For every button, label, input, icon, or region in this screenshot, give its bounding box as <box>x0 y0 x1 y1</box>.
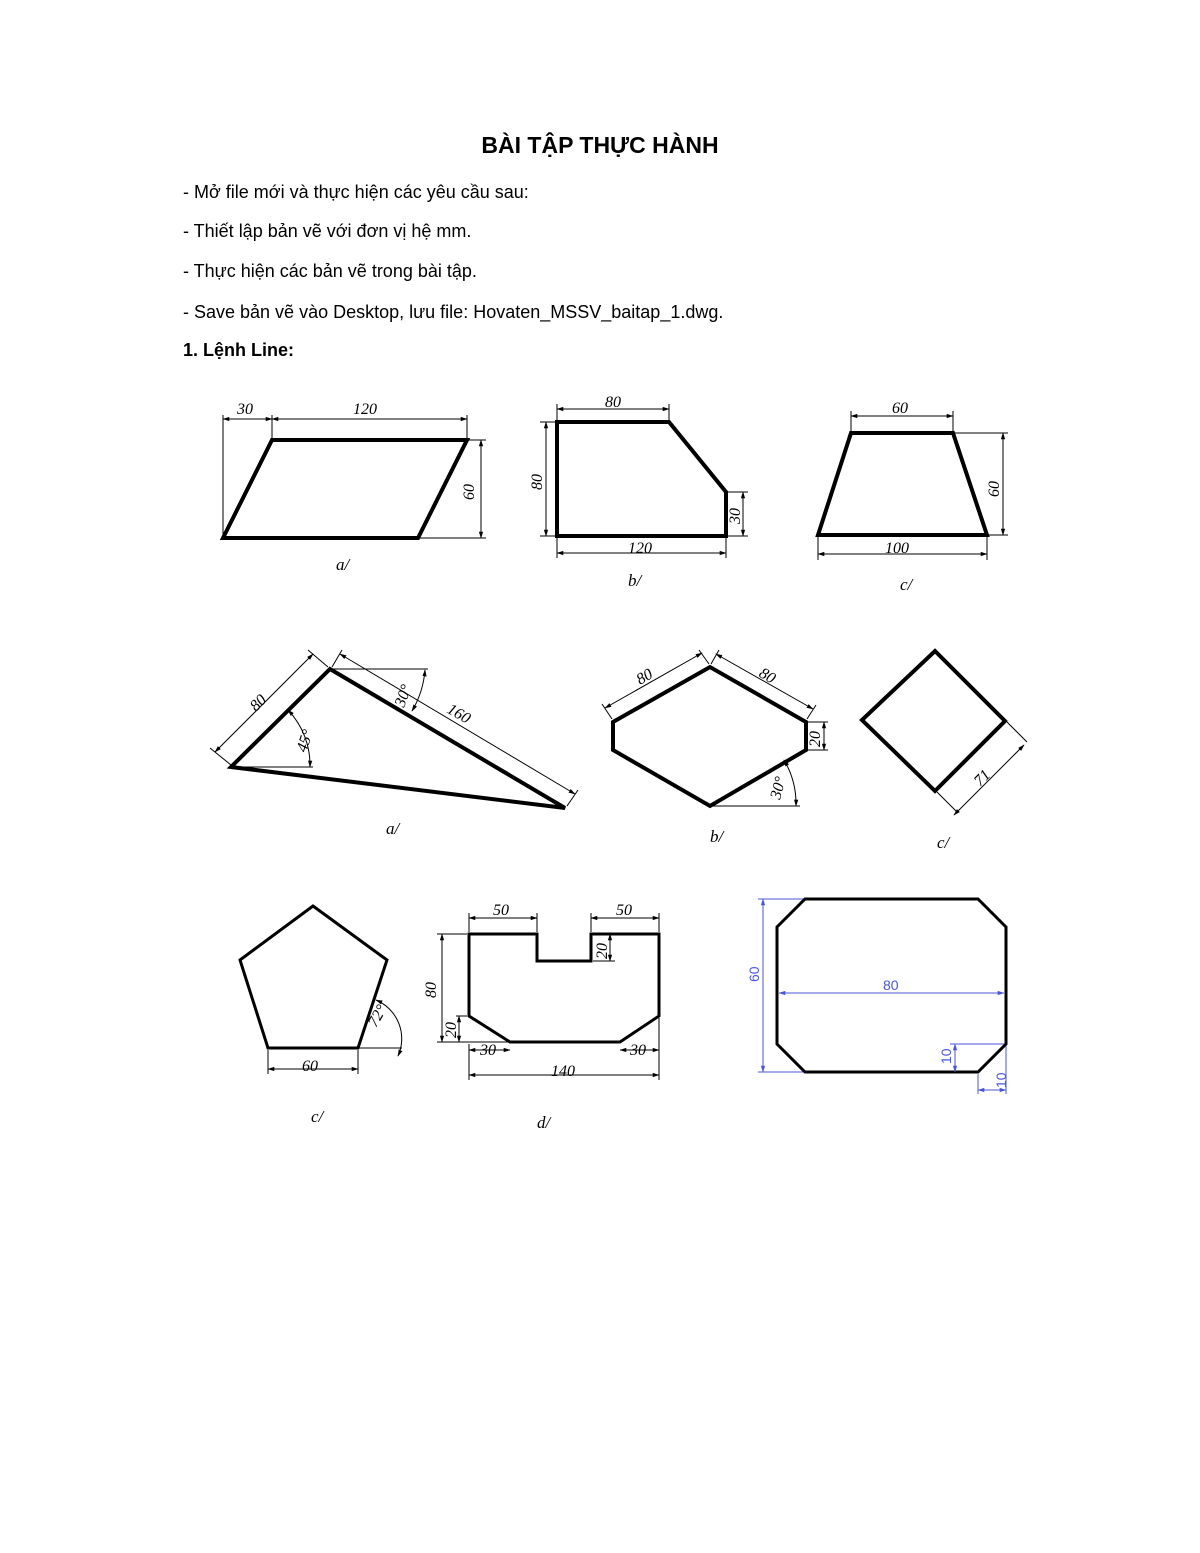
section-heading: 1. Lệnh Line: <box>183 340 295 360</box>
dim-label: 30 <box>630 1042 646 1059</box>
instruction-line-2: - Thiết lập bản vẽ với đơn vị hệ mm. <box>183 221 472 241</box>
dim-label: 120 <box>353 401 377 418</box>
dim-label: 10 <box>938 1048 954 1064</box>
dim-label: 80 <box>423 982 440 998</box>
dim-label: 80 <box>883 977 899 993</box>
figure-caption: c/ <box>937 833 950 852</box>
dim-label: 100 <box>885 540 909 557</box>
figure-caption: b/ <box>628 571 642 590</box>
figure-row1-c <box>818 400 1008 594</box>
dim-label: 30° <box>391 682 416 710</box>
pentagon-shape <box>240 906 387 1048</box>
instruction-line-3: - Thực hiện các bản vẽ trong bài tập. <box>183 261 477 281</box>
dim-label: 10 <box>993 1072 1009 1088</box>
chamfered-rectangle-shape <box>557 422 726 536</box>
dim-label: 60 <box>986 481 1003 497</box>
trapezoid-shape <box>818 433 987 535</box>
figure-caption: a/ <box>386 819 400 838</box>
dim-label: 60 <box>746 966 762 982</box>
dim-label: 80 <box>756 664 779 688</box>
dim-label: 72° <box>364 1002 391 1030</box>
dim-label: 80 <box>605 394 621 411</box>
dim-label: 20 <box>807 731 824 747</box>
figure-row2-c <box>862 651 1027 852</box>
dim-label: 80 <box>529 474 546 490</box>
dim-label: 30 <box>480 1042 496 1059</box>
dim-label: 80 <box>246 691 271 715</box>
figure-caption: b/ <box>710 827 724 846</box>
dim-label: 20 <box>443 1022 460 1038</box>
dim-label: 50 <box>493 902 509 919</box>
figure-row2-a <box>210 650 578 838</box>
instruction-line-4: - Save bản vẽ vào Desktop, lưu file: Hovaten_MSSV_baitap_1.dwg. <box>183 302 724 322</box>
figure-caption: d/ <box>537 1113 551 1132</box>
figure-caption: c/ <box>311 1107 324 1126</box>
figure-row1-b <box>529 394 748 590</box>
instruction-line-1: - Mở file mới và thực hiện các yêu cầu sau: <box>183 182 529 202</box>
figure-caption: a/ <box>336 555 350 574</box>
figure-row3-c <box>240 906 402 1126</box>
figure-row1-a <box>223 401 486 574</box>
dim-label: 120 <box>628 540 652 557</box>
dim-label: 140 <box>551 1063 575 1080</box>
figure-caption: c/ <box>900 575 913 594</box>
figure-row3-e <box>746 899 1009 1094</box>
dim-label: 60 <box>461 484 478 500</box>
figure-row2-b <box>602 650 828 846</box>
dim-label: 45° <box>293 727 317 755</box>
dim-label: 30 <box>727 508 744 524</box>
dim-label: 30 <box>237 401 253 418</box>
dim-label: 60 <box>302 1058 318 1075</box>
dim-label: 20 <box>594 943 611 959</box>
parallelogram-shape <box>223 440 467 538</box>
dim-label: 30° <box>767 774 790 802</box>
dim-label: 160 <box>444 700 474 728</box>
notched-block-shape <box>469 934 659 1042</box>
dim-label: 71 <box>970 766 995 790</box>
dim-label: 80 <box>633 665 656 689</box>
dim-label: 60 <box>892 400 908 417</box>
figure-row3-d <box>423 902 659 1132</box>
page-title: BÀI TẬP THỰC HÀNH <box>481 132 719 158</box>
dim-label: 50 <box>616 902 632 919</box>
